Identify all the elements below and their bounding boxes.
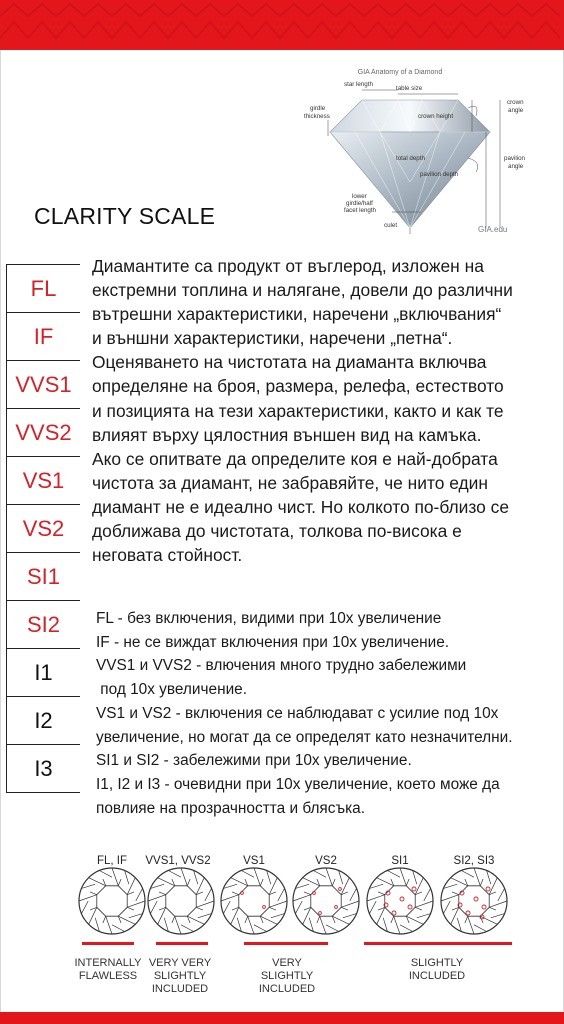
intro-line: Оценяването на чистотата на диаманта включва <box>92 352 487 373</box>
diamond-icon <box>221 868 287 934</box>
grade-vvs1: VVS1 <box>6 360 80 408</box>
anatomy-label-lower-1: lower <box>352 193 367 200</box>
intro-line: вътрешни характеристики, наречени „включвания“ <box>92 304 502 325</box>
group-label: VERY <box>272 957 302 969</box>
group-label: SLIGHTLY <box>410 957 464 969</box>
anatomy-label-lower-2: girdle/half <box>346 200 373 207</box>
anatomy-label-lower-3: facet length <box>344 207 376 214</box>
chart-top-label: FL, IF <box>96 855 128 867</box>
intro-line: влияят върху цялостния външен вид на камъка. <box>92 424 482 445</box>
grade-vvs2: VVS2 <box>6 408 80 456</box>
anatomy-title: GIA Anatomy of a Diamond <box>357 69 443 76</box>
anatomy-label-pavilion-2: angle <box>508 163 524 170</box>
grade-i3: I3 <box>6 744 80 793</box>
intro-line: неговата стойност. <box>92 545 243 566</box>
anatomy-label-pavilion-depth: pavilion depth <box>420 171 459 178</box>
group-bar <box>156 942 208 945</box>
chart-top-label: SI1 <box>391 855 409 867</box>
intro-line: Ако се опитвате да определите коя е най-добрата <box>92 448 498 469</box>
group-label: INCLUDED <box>258 983 316 995</box>
group-bar <box>244 942 328 945</box>
chart-top-label: VS2 <box>315 855 337 867</box>
group-label: INCLUDED <box>408 970 466 982</box>
diamond-icon <box>367 868 433 934</box>
anatomy-label-crown-2: angle <box>508 107 524 114</box>
bottom-decorative-band <box>0 1012 564 1024</box>
group-label: INTERNALLY <box>74 957 142 969</box>
anatomy-label-culet: culet <box>384 222 398 229</box>
anatomy-label-girdle-2: thickness <box>304 113 330 120</box>
intro-line: диамант не е идеално чист. Но колкото по-близо се <box>92 496 510 517</box>
definition-line: повлияе на прозрачността и блясъка. <box>96 799 365 817</box>
diamond-icon <box>79 868 145 934</box>
definition-line: VS1 и VS2 - включения се наблюдават с усилие под 10x <box>96 704 499 722</box>
group-label: FLAWLESS <box>78 970 138 982</box>
definition-line: SI1 и SI2 - забележими при 10x увеличение. <box>96 752 412 770</box>
definition-line: под 10x увеличение. <box>96 681 248 699</box>
chart-top-label: SI2, SI3 <box>453 855 495 867</box>
definition-line: VVS1 и VVS2 - влючения много трудно забележими <box>96 657 467 675</box>
group-label: SLIGHTLY <box>260 970 314 982</box>
grade-definitions <box>96 607 556 820</box>
group-label: SLIGHTLY <box>153 970 207 982</box>
group-bar <box>364 942 512 945</box>
grade-i1: I1 <box>6 648 80 696</box>
anatomy-label-total-depth: total depth <box>396 155 425 162</box>
anatomy-label-table-size: table size <box>396 85 423 92</box>
anatomy-label-girdle-1: girdle <box>310 105 326 112</box>
anatomy-label-crown-1: crown <box>507 99 524 106</box>
grade-if: IF <box>6 312 80 360</box>
anatomy-label-crown-height: crown height <box>418 113 454 120</box>
anatomy-label-pavilion-1: pavilion <box>504 155 525 162</box>
intro-line: екстремни топлина и налягане, довели до различни <box>92 280 513 301</box>
intro-line: определяне на броя, размера, релефа, естеството <box>92 376 504 397</box>
definition-line: I1, I2 и I3 - очевидни при 10x увеличение, което може да <box>96 775 500 793</box>
diamond-icons <box>79 868 507 934</box>
anatomy-watermark: GIA.edu <box>478 225 508 234</box>
group-label: INCLUDED <box>151 983 209 995</box>
grade-si2: SI2 <box>6 600 80 648</box>
intro-line: и позицията на тези характеристики, както и как те <box>92 400 504 421</box>
chart-top-label: VS1 <box>243 855 265 867</box>
diamond-anatomy-diagram <box>300 62 540 240</box>
diamond-icon <box>148 868 214 934</box>
diamond-icon <box>293 868 359 934</box>
definition-line: FL - без включения, видими при 10x увеличение <box>96 610 442 627</box>
group-label: VERY VERY <box>148 957 212 969</box>
definition-line: IF - не се виждат включения при 10x увеличение. <box>96 633 450 651</box>
intro-line: чистота за диамант, не забравяйте, че нито един <box>92 472 488 493</box>
top-decorative-band <box>0 0 564 50</box>
grade-vs2: VS2 <box>6 504 80 552</box>
grade-vs1: VS1 <box>6 456 80 504</box>
grade-i2: I2 <box>6 696 80 744</box>
clarity-scale-list <box>6 264 80 793</box>
intro-line: Диамантите са продукт от въглерод, изложен на <box>92 256 484 276</box>
anatomy-label-star-length: star length <box>344 81 373 88</box>
definition-line: увеличение, но могат да се определят като незначителни. <box>96 728 513 746</box>
page-title: CLARITY SCALE <box>34 203 216 229</box>
grade-si1: SI1 <box>6 552 80 600</box>
group-bar <box>82 942 134 945</box>
clarity-diagram <box>0 848 564 1008</box>
intro-paragraph <box>92 254 552 567</box>
band-pattern <box>0 0 564 50</box>
intro-line: и външни характеристики, наречени „петна“. <box>92 328 453 349</box>
chart-top-label: VVS1, VVS2 <box>145 855 211 867</box>
grade-fl: FL <box>6 264 80 312</box>
intro-line: доближава до чистотата, толкова по-висока е <box>92 521 462 542</box>
diamond-icon <box>441 868 507 934</box>
